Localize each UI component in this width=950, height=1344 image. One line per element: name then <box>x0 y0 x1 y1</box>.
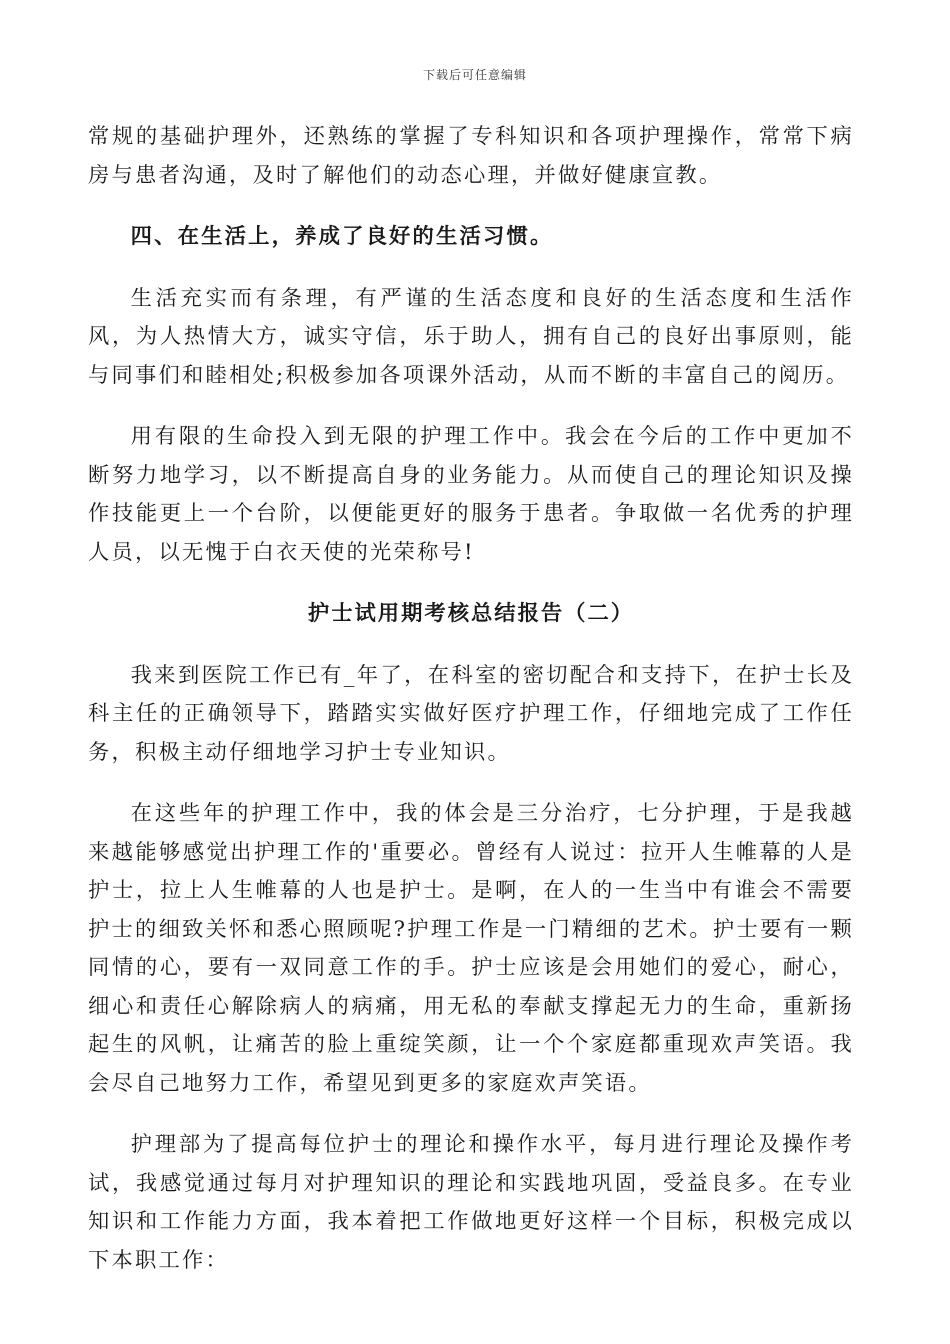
report-title: 护士试用期考核总结报告（二） <box>307 601 635 626</box>
paragraph-continued: 常规的基础护理外，还熟练的掌握了专科知识和各项护理操作，常常下病房与患者沟通，及时了解他们的动态心理，并做好健康宣教。 <box>88 124 854 188</box>
section-heading: 四、在生活上，养成了良好的生活习惯。 <box>130 224 554 249</box>
paragraph-experience: 在这些年的护理工作中，我的体会是三分治疗，七分护理，于是我越来越能够感觉出护理工作的'重要必。曾经有人说过：拉开人生帷幕的人是护士，拉上人生帷幕的人也是护士。是啊，在人的一生当中有谁会不需要护士的细致关怀和悉心照顾呢?护理工作是一门精细的艺术。护士要有一颗同情的心，要有一双同意工作的手。护士应该是会用她们的爱心，耐心，细心和责任心解除病人的病痛，用无私的奉献支撑起无力的生命，重新扬起生的风帆，让痛苦的脸上重绽笑颜，让一个个家庭都重现欢声笑语。我会尽自己地努力工作，希望见到更多的家庭欢声笑语。 <box>88 801 854 1096</box>
paragraph-life-habits: 生活充实而有条理，有严谨的生活态度和良好的生活态度和生活作风，为人热情大方，诚实守信，乐于助人，拥有自己的良好出事原则，能与同事们和睦相处;积极参加各项课外活动，从而不断的丰富自己的阅历。 <box>88 285 854 388</box>
header-note: 下载后可任意编辑 <box>422 68 527 82</box>
paragraph-intro: 我来到医院工作已有_年了，在科室的密切配合和支持下，在护士长及科主任的正确领导下，踏踏实实做好医疗护理工作，仔细地完成了工作任务，积极主动仔细地学习护士专业知识。 <box>88 662 854 765</box>
paragraph-training: 护理部为了提高每位护士的理论和操作水平，每月进行理论及操作考试，我感觉通过每月对护理知识的理论和实践地巩固，受益良多。在专业知识和工作能力方面，我本着把工作做地更好这样一个目标，积极完成以下本职工作： <box>88 1132 854 1273</box>
paragraph-commitment: 用有限的生命投入到无限的护理工作中。我会在今后的工作中更加不断努力地学习，以不断提高自身的业务能力。从而使自己的理论知识及操作技能更上一个台阶，以便能更好的服务于患者。争取做一名优秀的护理人员，以无愧于白衣天使的光荣称号! <box>88 424 854 565</box>
document-body <box>88 118 854 1280</box>
